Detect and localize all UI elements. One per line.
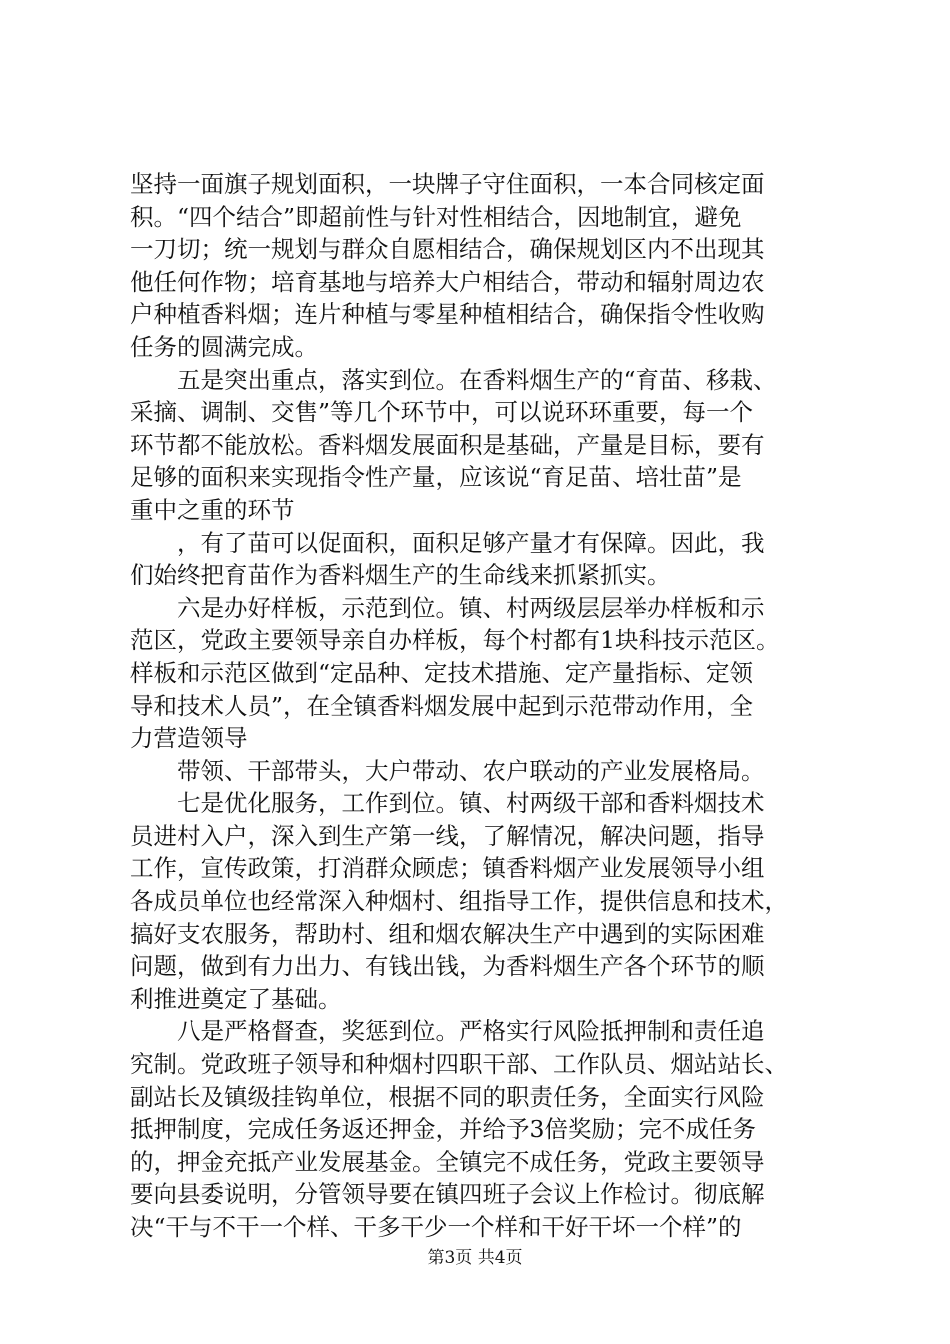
page-footer: 第3页 共4页: [427, 1248, 523, 1268]
text-line: 环节都不能放松。香料烟发展面积是基础，产量是目标，要有: [130, 430, 765, 459]
text-line: 抵押制度，完成任务返还押金，并给予3倍奖励；完不成任务: [130, 1115, 756, 1144]
text-line: 八是严格督查，奖惩到位。严格实行风险抵押制和责任追: [177, 1017, 765, 1046]
text-line: 他任何作物；培育基地与培养大户相结合，带动和辐射周边农: [130, 267, 765, 296]
text-line: 范区，党政主要领导亲自办样板，每个村都有1块科技示范区。: [130, 626, 780, 655]
document-body: [130, 168, 830, 1244]
text-line: 决“干与不干一个样、干多干少一个样和干好干坏一个样”的: [130, 1213, 742, 1241]
text-line: 一刀切；统一规划与群众自愿相结合，确保规划区内不出现其: [130, 235, 765, 264]
text-line: 究制。党政班子领导和种烟村四职干部、工作队员、烟站站长、: [130, 1050, 788, 1079]
text-line: 们始终把育苗作为香料烟生产的生命线来抓紧抓实。: [130, 561, 671, 590]
text-line: 七是优化服务，工作到位。镇、村两级干部和香料烟技术: [177, 789, 765, 818]
text-line: 任务的圆满完成。: [130, 332, 318, 361]
text-line: 搞好支农服务，帮助村、组和烟农解决生产中遇到的实际困难: [130, 919, 765, 948]
text-line: 要向县委说明，分管领导要在镇四班子会议上作检讨。彻底解: [130, 1180, 765, 1209]
text-line: 六是办好样板，示范到位。镇、村两级层层举办样板和示: [177, 593, 765, 622]
text-line: 户种植香料烟；连片种植与零星种植相结合，确保指令性收购: [130, 300, 765, 329]
text-line: 各成员单位也经常深入种烟村、组指导工作，提供信息和技术，: [130, 887, 788, 916]
text-line: 导和技术人员”，在全镇香料烟发展中起到示范带动作用，全: [130, 691, 754, 720]
text-line: 工作，宣传政策，打消群众顾虑；镇香料烟产业发展领导小组: [130, 854, 765, 883]
text-line: 利推进奠定了基础。: [130, 984, 342, 1013]
text-line: 足够的面积来实现指令性产量，应该说“育足苗、培壮苗”是: [130, 463, 742, 492]
text-line: 的，押金充抵产业发展基金。全镇完不成任务，党政主要领导: [130, 1147, 765, 1176]
text-line: 坚持一面旗子规划面积，一块牌子守住面积，一本合同核定面: [130, 170, 765, 198]
text-line: 带领、干部带头，大户带动、农户联动的产业发展格局。: [177, 756, 765, 785]
text-line: 五是突出重点，落实到位。在香料烟生产的“育苗、移栽、: [177, 365, 777, 394]
text-line: 积。“四个结合”即超前性与针对性相结合，因地制宜，避免: [130, 202, 742, 231]
text-line: 重中之重的环节: [130, 495, 295, 524]
text-line: 问题，做到有力出力、有钱出钱，为香料烟生产各个环节的顺: [130, 952, 765, 981]
text-line: ，有了苗可以促面积，面积足够产量才有保障。因此，我: [177, 528, 765, 557]
text-line: 采摘、调制、交售”等几个环节中，可以说环环重要，每一个: [130, 398, 754, 427]
text-line: 样板和示范区做到“定品种、定技术措施、定产量指标、定领: [130, 658, 754, 687]
text-line: 员进村入户，深入到生产第一线，了解情况，解决问题，指导: [130, 821, 765, 850]
text-line: 副站长及镇级挂钩单位，根据不同的职责任务，全面实行风险: [130, 1082, 765, 1111]
text-line: 力营造领导: [130, 724, 248, 753]
